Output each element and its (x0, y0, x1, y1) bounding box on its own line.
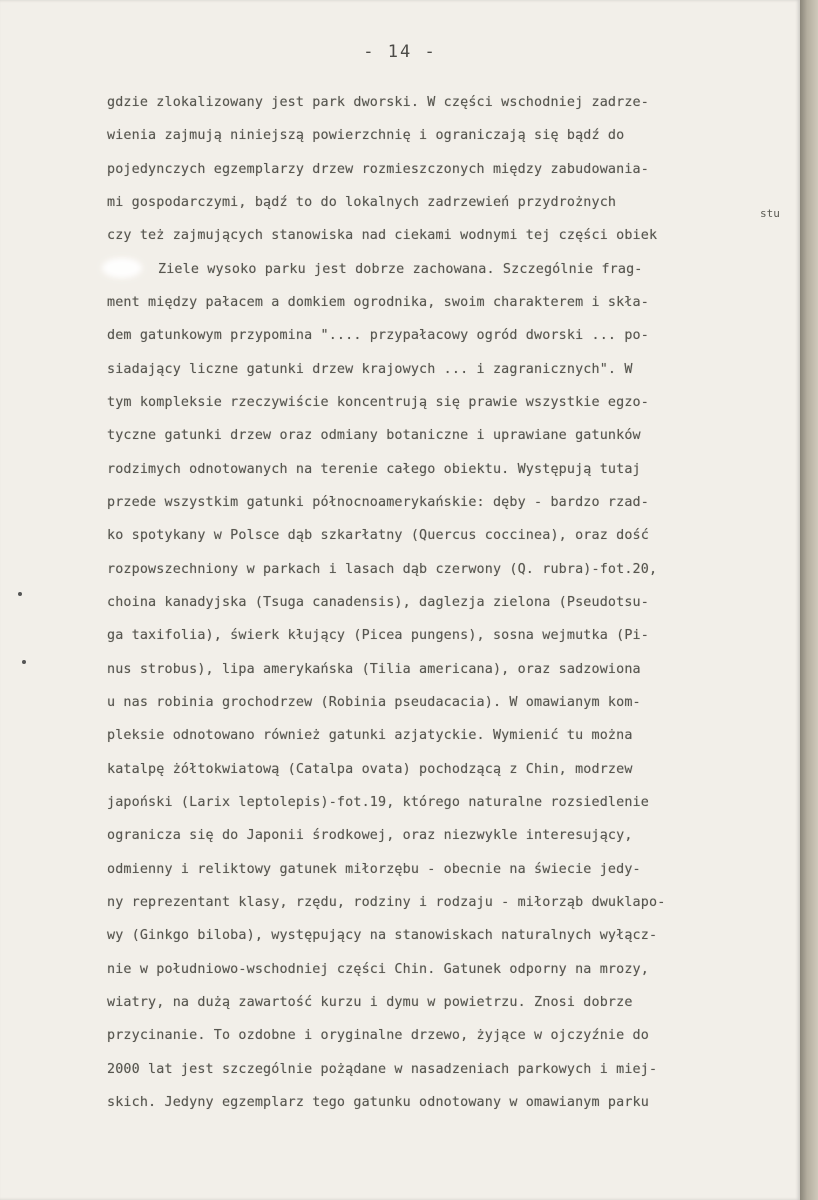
text-line: tym kompleksie rzeczywiście koncentrują się prawie wszystkie egzo- (107, 394, 649, 410)
ink-dot (18, 592, 22, 596)
text-line: przede wszystkim gatunki północnoamerykańskie: dęby - bardzo rzad- (107, 494, 649, 510)
text-line: dem gatunkowym przypomina ".... przypałacowy ogród dworski ... po- (107, 328, 649, 344)
text-line: odmienny i reliktowy gatunek miłorzębu - obecnie na świecie jedy- (107, 861, 641, 877)
text-line: pojedynczych egzemplarzy drzew rozmieszczonych między zabudowania- (107, 161, 649, 177)
text-line: wiatry, na dużą zawartość kurzu i dymu w powietrzu. Znosi dobrze (107, 994, 633, 1010)
text-line: wienia zajmują niniejszą powierzchnię i ograniczają się bądź do (107, 128, 625, 144)
text-line: czy też zajmujących stanowiska nad ciekami wodnymi tej części obiek (107, 228, 658, 244)
text-line: ko spotykany w Polsce dąb szkarłatny (Quercus coccinea), oraz dość (107, 528, 649, 544)
text-line: Ziele wysoko parku jest dobrze zachowana. Szczególnie frag- (158, 261, 643, 277)
paper-smudge (102, 258, 142, 278)
text-line: siadający liczne gatunki drzew krajowych ... i zagranicznych". W (107, 361, 633, 377)
page-edge (800, 0, 818, 1200)
text-line: ogranicza się do Japonii środkowej, oraz niezwykle interesujący, (107, 828, 633, 844)
text-line: rozpowszechniony w parkach i lasach dąb czerwony (Q. rubra)-fot.20, (107, 561, 658, 577)
text-line: nie w południowo-wschodniej części Chin. Gatunek odporny na mrozy, (107, 961, 649, 977)
text-line: tyczne gatunki drzew oraz odmiany botaniczne i uprawiane gatunków (107, 428, 641, 444)
text-line: wy (Ginkgo biloba), występujący na stanowiskach naturalnych wyłącz- (107, 928, 658, 944)
text-line: ny reprezentant klasy, rzędu, rodziny i rodzaju - miłorząb dwuklapo- (107, 894, 666, 910)
text-line: choina kanadyjska (Tsuga canadensis), daglezja zielona (Pseudotsu- (107, 594, 649, 610)
ink-dot (22, 660, 26, 664)
text-line: 2000 lat jest szczególnie pożądane w nasadzeniach parkowych i miej- (107, 1061, 658, 1077)
text-line: japoński (Larix leptolepis)-fot.19, którego naturalne rozsiedlenie (107, 794, 649, 810)
text-line: mi gospodarczymi, bądź to do lokalnych zadrzewień przydrożnych (107, 194, 617, 210)
text-line: ga taxifolia), świerk kłujący (Picea pungens), sosna wejmutka (Pi- (107, 628, 649, 644)
page-number: - 14 - (363, 42, 437, 62)
text-line: przycinanie. To ozdobne i oryginalne drzewo, żyjące w ojczyźnie do (107, 1028, 649, 1044)
margin-note: stu (760, 207, 780, 220)
text-line: skich. Jedyny egzemplarz tego gatunku odnotowany w omawianym parku (107, 1094, 649, 1110)
text-line: nus strobus), lipa amerykańska (Tilia americana), oraz sadzowiona (107, 661, 641, 677)
text-line: pleksie odnotowano również gatunki azjatyckie. Wymienić tu można (107, 728, 633, 744)
text-line: rodzimych odnotowanych na terenie całego obiektu. Występują tutaj (107, 461, 641, 477)
text-line: katalpę żółtokwiatową (Catalpa ovata) pochodzącą z Chin, modrzew (107, 761, 633, 777)
text-line: ment między pałacem a domkiem ogrodnika, swoim charakterem i skła- (107, 294, 649, 310)
text-line: gdzie zlokalizowany jest park dworski. W części wschodniej zadrze- (107, 95, 649, 110)
text-line: u nas robinia grochodrzew (Robinia pseudacacia). W omawianym kom- (107, 694, 641, 710)
